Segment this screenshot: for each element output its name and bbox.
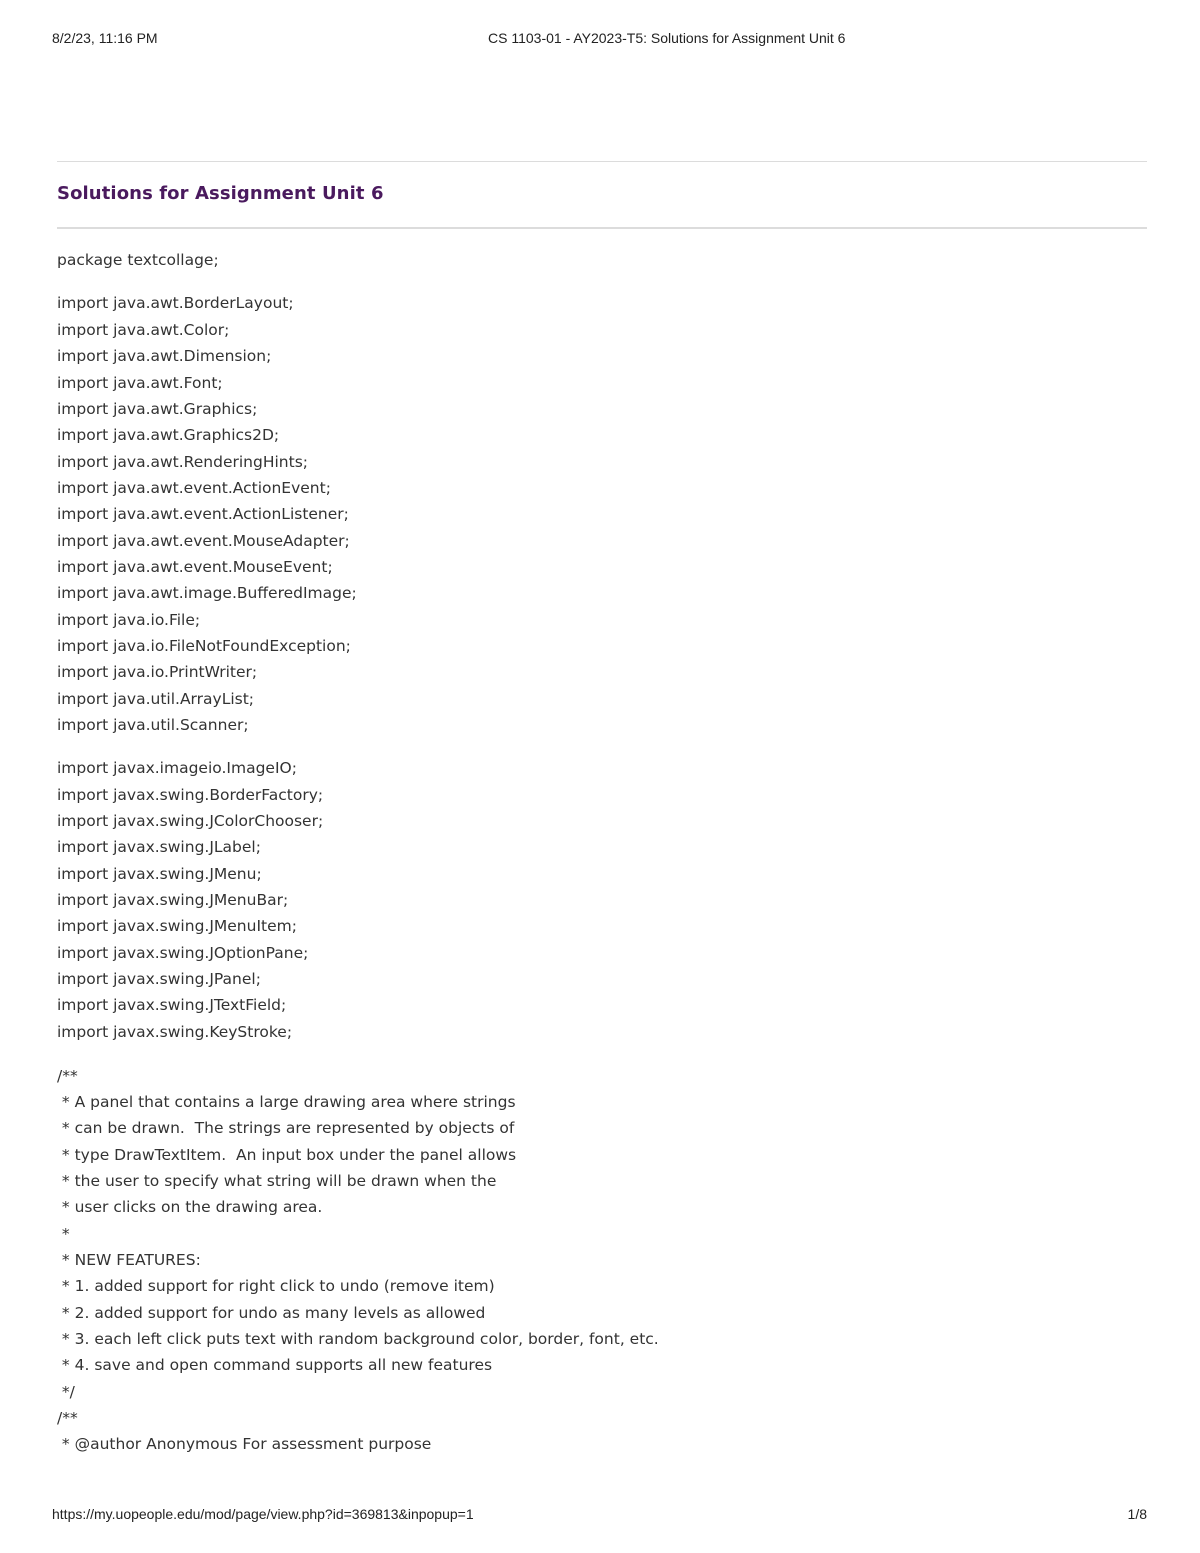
code-line: import java.awt.image.BufferedImage;: [57, 584, 357, 602]
heading-divider: [57, 227, 1147, 229]
code-line: import javax.swing.JTextField;: [57, 996, 287, 1014]
page-title: Solutions for Assignment Unit 6: [57, 183, 384, 204]
code-line: import javax.swing.JLabel;: [57, 838, 261, 856]
code-line: import javax.swing.JMenuBar;: [57, 891, 289, 909]
code-line: import java.awt.Graphics2D;: [57, 426, 280, 444]
code-line: import javax.swing.JOptionPane;: [57, 944, 309, 962]
code-line: import javax.swing.JPanel;: [57, 970, 261, 988]
code-line: import javax.swing.KeyStroke;: [57, 1023, 293, 1041]
code-line: * A panel that contains a large drawing area where strings: [57, 1093, 516, 1111]
code-line: * 3. each left click puts text with random background color, border, font, etc.: [57, 1330, 659, 1348]
code-line: * 4. save and open command supports all new features: [57, 1356, 493, 1374]
code-line: * NEW FEATURES:: [57, 1251, 201, 1269]
code-line: import javax.swing.JColorChooser;: [57, 812, 324, 830]
code-line: * @author Anonymous For assessment purpose: [57, 1435, 432, 1453]
code-line: import javax.imageio.ImageIO;: [57, 759, 297, 777]
code-line: * the user to specify what string will be drawn when the: [57, 1172, 497, 1190]
code-line: import javax.swing.JMenuItem;: [57, 917, 297, 935]
code-line: import java.awt.Dimension;: [57, 347, 272, 365]
code-line: * user clicks on the drawing area.: [57, 1198, 323, 1216]
code-line: */: [57, 1383, 75, 1401]
code-line: /**: [57, 1409, 78, 1427]
code-line: * 1. added support for right click to undo (remove item): [57, 1277, 495, 1295]
code-line: import java.io.PrintWriter;: [57, 663, 258, 681]
code-line: /**: [57, 1067, 78, 1085]
code-line: import java.awt.event.ActionEvent;: [57, 479, 331, 497]
page-indicator: 1/8: [1127, 1506, 1147, 1522]
print-footer: [0, 1506, 1200, 1526]
code-line: * can be drawn. The strings are represented by objects of: [57, 1119, 515, 1137]
code-line: * 2. added support for undo as many levels as allowed: [57, 1304, 486, 1322]
code-line: import java.awt.Graphics;: [57, 400, 258, 418]
print-header: [0, 30, 1200, 50]
code-line: import java.util.ArrayList;: [57, 690, 255, 708]
top-divider: [57, 161, 1147, 162]
code-line: import java.awt.Font;: [57, 374, 223, 392]
code-line: import java.util.Scanner;: [57, 716, 249, 734]
code-line: import java.awt.RenderingHints;: [57, 453, 308, 471]
code-line: import javax.swing.JMenu;: [57, 865, 262, 883]
code-line: import java.awt.BorderLayout;: [57, 294, 294, 312]
code-line: import java.awt.event.MouseEvent;: [57, 558, 333, 576]
code-line: import java.io.FileNotFoundException;: [57, 637, 351, 655]
print-page-title: CS 1103-01 - AY2023-T5: Solutions for Assignment Unit 6: [488, 30, 846, 46]
code-line: * type DrawTextItem. An input box under the panel allows: [57, 1146, 517, 1164]
code-line: package textcollage;: [57, 251, 219, 269]
print-datetime: 8/2/23, 11:16 PM: [52, 30, 158, 46]
code-line: import java.awt.Color;: [57, 321, 230, 339]
print-url: https://my.uopeople.edu/mod/page/view.php?id=369813&inpopup=1: [52, 1506, 474, 1522]
code-line: import java.awt.event.MouseAdapter;: [57, 532, 350, 550]
code-line: import javax.swing.BorderFactory;: [57, 786, 324, 804]
code-line: import java.awt.event.ActionListener;: [57, 505, 349, 523]
code-line: *: [57, 1225, 70, 1243]
code-line: import java.io.File;: [57, 611, 201, 629]
